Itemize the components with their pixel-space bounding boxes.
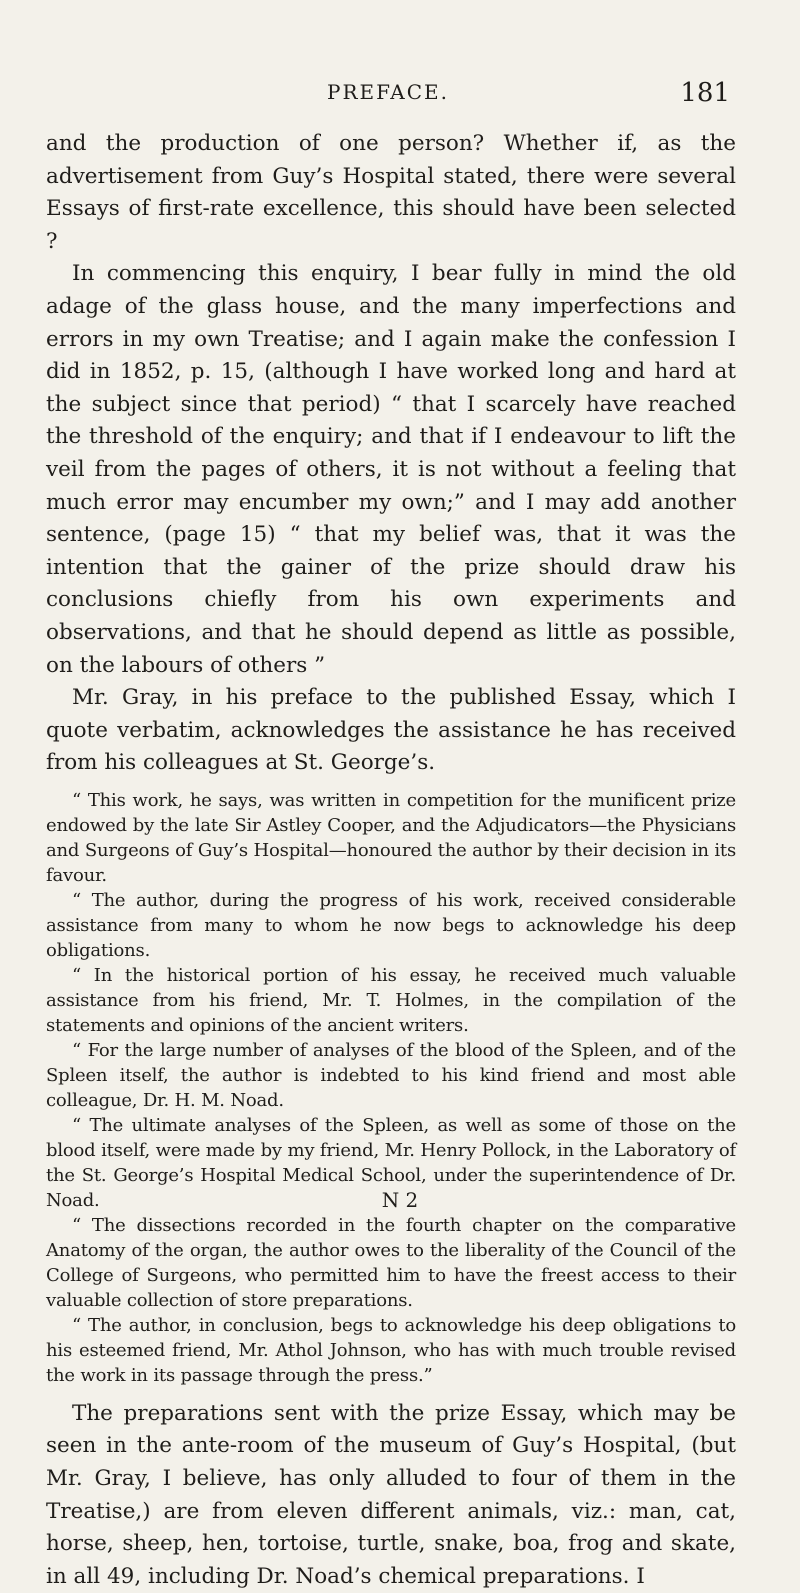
quote-paragraph: “ The author, in conclusion, begs to acknowledge his deep obligations to his esteemed friend, Mr. Athol Johnson, who has with much trouble revised the work in its passage through the press.” bbox=[46, 1314, 736, 1386]
running-title: PREFACE. bbox=[327, 80, 449, 104]
paragraph-opening: and the production of one person? Whether if, as the advertisement from Guy’s Hospital stated, there were several Essays of first-rate excellence, this should have been selected ? bbox=[46, 131, 736, 254]
body-text bbox=[46, 128, 736, 1593]
page-header bbox=[46, 78, 730, 108]
quoted-preface bbox=[46, 788, 736, 1388]
quote-paragraph: “ This work, he says, was written in competition for the munificent prize endowed by the late Sir Astley Cooper, and the Adjudicators—the Physicians and Surgeons of Guy’s Hospital—honoured the author by their decision in its favour. bbox=[46, 789, 736, 886]
quote-paragraph: “ In the historical portion of his essay, he received much valuable assistance from his friend, Mr. T. Holmes, in the compilation of the statements and opinions of the ancient writers. bbox=[46, 964, 736, 1036]
paragraph-preparations: The preparations sent with the prize Essay, which may be seen in the ante-room of the museum of Guy’s Hospital, (but Mr. Gray, I believe, has only alluded to four of them in the Treatise,) are from eleven different animals, viz.: man, cat, horse, sheep, hen, tortoise, turtle, snake, boa, frog and skate, in all 49, including Dr. Noad’s chemical preparations. I bbox=[46, 1400, 736, 1589]
signature-mark: N 2 bbox=[381, 1188, 419, 1212]
quote-paragraph: “ The dissections recorded in the fourth chapter on the comparative Anatomy of the organ, the author owes to the liberality of the Council of the College of Surgeons, who permitted him to have the freest access to their valuable collection of store preparations. bbox=[46, 1214, 736, 1311]
quote-paragraph: “ The author, during the progress of his work, received considerable assistance from many to whom he now begs to acknowledge his deep obligations. bbox=[46, 889, 736, 961]
page-number: 181 bbox=[680, 78, 730, 108]
quote-paragraph: “ For the large number of analyses of the blood of the Spleen, and of the Spleen itself, the author is indebted to his kind friend and most able colleague, Dr. H. M. Noad. bbox=[46, 1039, 736, 1111]
paragraph-enquiry: In commencing this enquiry, I bear fully in mind the old adage of the glass house, and the many imperfections and errors in my own Treatise; and I again make the confession I did in 1852, p. 15, (although I have worked long and hard at the subject since that period) “ that I scarcely have reached the threshold of the enquiry; and that if I endeavour to lift the veil from the pages of others, it is not without a feeling that much error may encumber my own;” and I may add another sentence, (page 15) “ that my belief was, that it was the intention that the gainer of the prize should draw his conclusions chiefly from his own experiments and observations, and that he should depend as little as possible, on the labours of others ” bbox=[46, 261, 736, 678]
paragraph-gray-preface: Mr. Gray, in his preface to the published Essay, which I quote verbatim, acknowledges the assistance he has received from his colleagues at St. George’s. bbox=[46, 685, 736, 776]
quote-paragraph: “ The ultimate analyses of the Spleen, as well as some of those on the blood itself, were made by my friend, Mr. Henry Pollock, in the Laboratory of the St. George’s Hospital Medical School, under the superintendence of Dr. Noad. bbox=[46, 1114, 736, 1211]
